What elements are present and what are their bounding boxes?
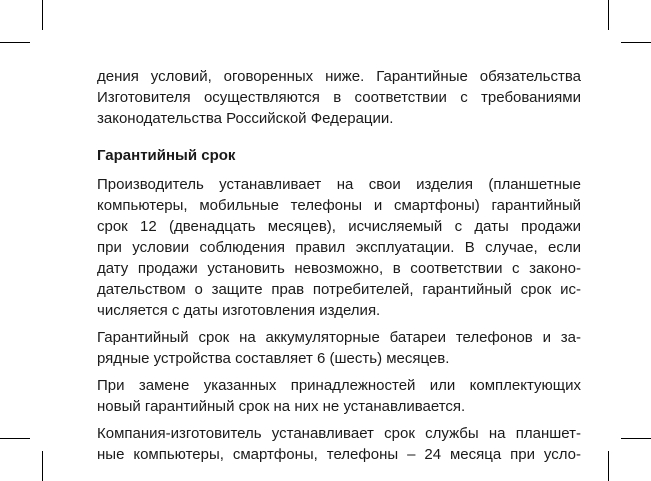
warranty-paragraph-1 [97,174,581,321]
crop-mark-top-right [608,0,609,30]
text-line: срок 12 (двенадцать месяцев), исчисляемый с даты продажи [97,218,581,235]
text-line: Гарантийный срок на аккумуляторные батареи телефонов и за- [97,329,581,346]
crop-mark-top-left [42,0,43,30]
crop-mark-bottom-right-horizontal [621,438,651,439]
text-line: При замене указанных принадлежностей или комплектующих [97,377,581,394]
text-line: дату продажи установить невозможно, в соответствии с законо- [97,260,581,277]
crop-mark-top-right-horizontal [621,42,651,43]
text-line: Изготовителя осуществляются в соответствии с требованиями [97,89,581,106]
crop-mark-bottom-left-horizontal [0,438,30,439]
crop-mark-bottom-left [42,451,43,481]
text-line: ные компьютеры, смартфоны, телефоны – 24 месяца при усло- [97,446,581,463]
section-heading: Гарантийный срок [97,147,236,164]
warranty-paragraph-4 [97,423,581,465]
crop-mark-bottom-right [608,451,609,481]
text-line: дательством о защите прав потребителей, гарантийный срок ис- [97,281,581,298]
warranty-paragraph-3 [97,375,581,417]
intro-paragraph [97,66,581,129]
text-line: рядные устройства составляет 6 (шесть) месяцев. [97,350,450,367]
warranty-paragraph-2 [97,327,581,369]
text-line: Производитель устанавливает на свои изделия (планшетные [97,176,581,193]
text-line: числяется с даты изготовления изделия. [97,302,381,319]
text-line: законодательства Российской Федерации. [97,110,394,127]
text-line: дения условий, оговоренных ниже. Гарантийные обязательства [97,68,581,85]
text-line: Компания-изготовитель устанавливает срок службы на планшет- [97,425,581,442]
text-line: компьютеры, мобильные телефоны и смартфоны) гарантийный [97,197,581,214]
document-page-content [97,66,581,465]
text-line: при условии соблюдения правил эксплуатации. В случае, если [97,239,581,256]
text-line: новый гарантийный срок на них не устанавливается. [97,398,466,415]
crop-mark-top-left-horizontal [0,42,30,43]
